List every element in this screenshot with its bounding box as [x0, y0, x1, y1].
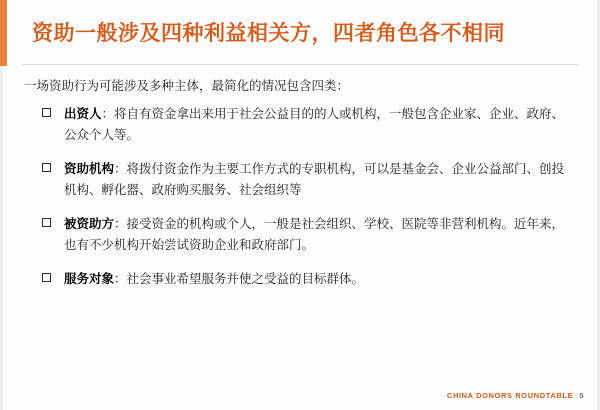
square-bullet-icon	[42, 218, 51, 227]
page-title: 资助一般涉及四种利益相关方，四者角色各不相同	[32, 22, 505, 45]
lead-paragraph: 一场资助行为可能涉及多种主体，最简化的情况包含四类：	[24, 79, 350, 93]
square-bullet-icon	[42, 108, 51, 117]
title-divider	[22, 64, 578, 65]
square-bullet-icon	[42, 273, 51, 282]
list-item	[42, 269, 572, 290]
list-item-body: ：将自有资金拿出来用于社会公益目的的人或机构，一般包含企业家、企业、政府、公众个人等。	[64, 107, 565, 142]
list-item	[42, 104, 572, 146]
bullet-list	[42, 104, 572, 303]
list-item-body: ：将拨付资金作为主要工作方式的专职机构，可以是基金会、企业公益部门、创投机构、孵化器、政府购买服务、社会组织等	[64, 162, 565, 197]
list-item-term: 出资人	[64, 107, 102, 121]
list-item-body: ：接受资金的机构或个人，一般是社会组织、学校、医院等非营利机构。近年来，也有不少机构开始尝试资助企业和政府部门。	[64, 217, 565, 252]
slide-footer	[447, 391, 584, 400]
list-item-body: ：社会事业希望服务并使之受益的目标群体。	[114, 272, 365, 286]
list-item-term: 资助机构	[64, 162, 115, 176]
list-item-term: 服务对象	[64, 272, 115, 286]
list-item-term: 被资助方	[64, 217, 115, 231]
footer-brand: CHINA DONORS ROUNDTABLE	[446, 391, 574, 400]
square-bullet-icon	[42, 163, 51, 172]
list-item	[42, 214, 572, 256]
page-number: 5	[579, 391, 584, 400]
list-item	[42, 159, 572, 201]
title-accent-bar	[0, 0, 7, 66]
